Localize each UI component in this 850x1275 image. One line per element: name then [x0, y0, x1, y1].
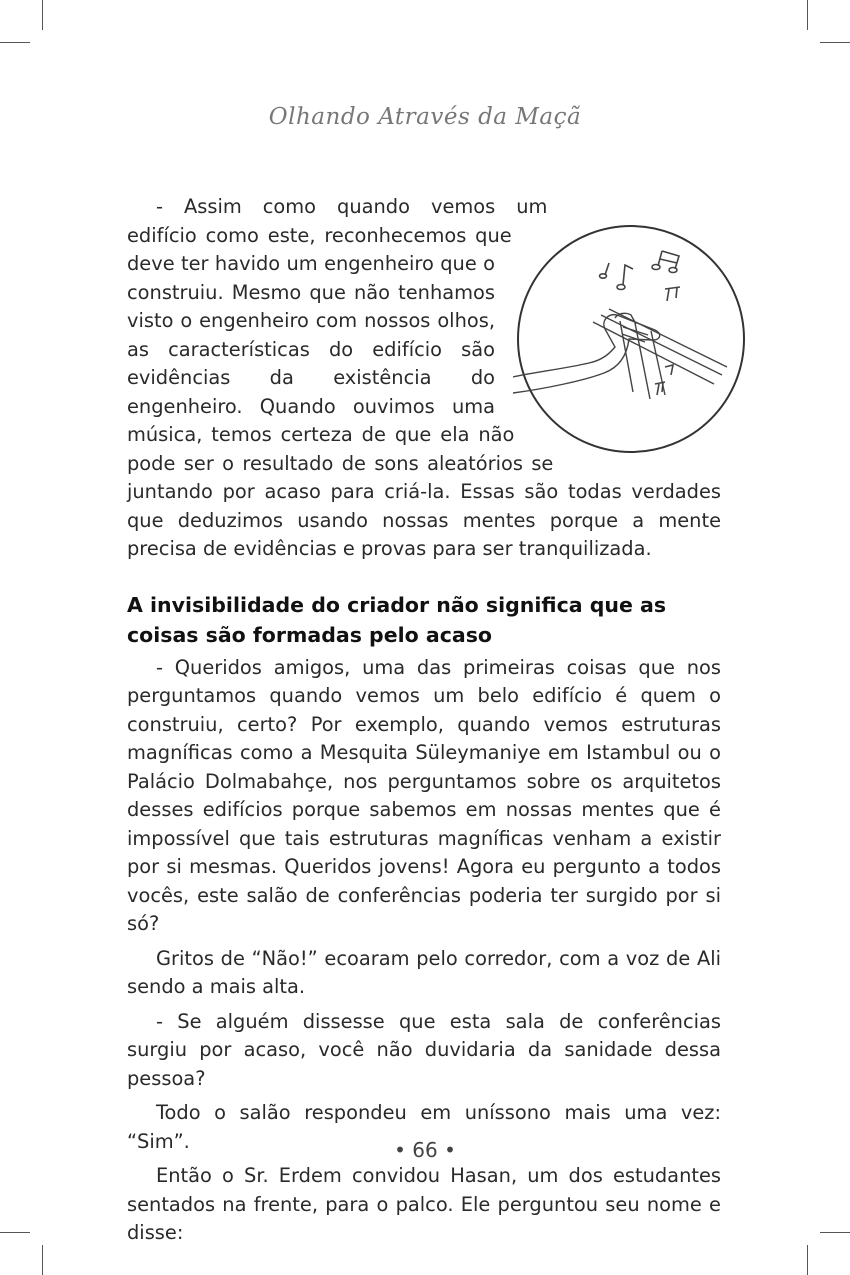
crop-mark	[820, 1232, 850, 1233]
crop-mark	[807, 1245, 808, 1275]
body-paragraph: Então o Sr. Erdem convidou Hasan, um dos estudantes sentados na frente, para o palco. Ele perguntou seu nome e disse:	[127, 1164, 721, 1244]
body-paragraph: - Queridos amigos, uma das primeiras coisas que nos perguntamos quando vemos um belo edifício é quem o construiu, certo? Por exemplo, quando vemos estruturas magníficas como a Mesquita Süleymaniye em Istambul ou o Palácio Dolmabahçe, nos perguntamos sobre os arquitetos desses edifícios porque sabemos em nossas mentes que é impossível que tais estruturas magníficas venham a existir por si mesmas. Queridos jovens! Agora eu pergunto a todos vocês, este salão de conferências poderia ter surgido por si só?	[127, 655, 721, 935]
crop-mark	[820, 42, 850, 43]
crop-mark	[42, 0, 43, 30]
crop-mark	[0, 1232, 30, 1233]
running-head: Olhando Através da Maçã	[268, 104, 582, 130]
body-paragraph: - Se alguém dissesse que esta sala de conferências surgiu por acaso, você não duvidaria da sanidade dessa pessoa?	[127, 1009, 721, 1090]
body-paragraph: - Assim como quando vemos um edifício como este, reconhecemos que deve ter havido um engenheiro que o construiu. Mesmo que não tenhamos visto o engenheiro com nossos olhos, as características do edifício são evidências da existência do engenheiro. Quando ouvimos uma música, temos certeza de que ela não pode ser o resultado de sons aleatórios se juntando por acaso para criá-la. Essas são todas verdades que deduzimos usando nossas mentes porque a mente precisa de evidências e provas para ser tranquilizada.	[127, 195, 721, 560]
crop-mark	[0, 42, 30, 43]
body-paragraph: Todo o salão respondeu em uníssono mais uma vez: “Sim”.	[127, 1101, 721, 1153]
body-paragraph: Gritos de “Não!” ecoaram pelo corredor, com a voz de Ali sendo a mais alta.	[127, 946, 721, 998]
piano-illustration	[505, 209, 757, 469]
page-number: • 66 •	[394, 1138, 456, 1162]
crop-mark	[42, 1245, 43, 1275]
section-heading: A invisibilidade do criador não significa que as coisas são formadas pelo acaso	[127, 592, 667, 647]
page-body	[127, 193, 721, 1248]
crop-mark	[807, 0, 808, 30]
